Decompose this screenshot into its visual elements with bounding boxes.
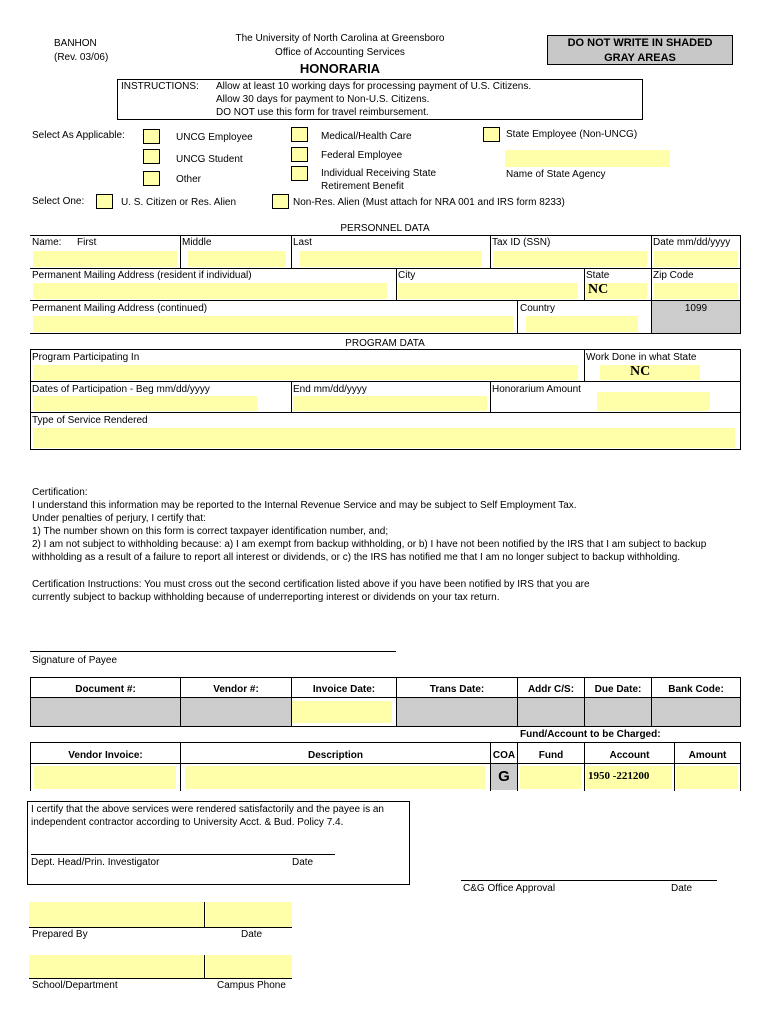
- non-res-alien-label: Non-Res. Alien (Must attach for NRA 001 and IRS form 8233): [293, 197, 565, 208]
- name-label: Name:: [32, 237, 62, 248]
- middle-name-input[interactable]: [188, 251, 286, 267]
- address2-label: Permanent Mailing Address (continued): [32, 303, 208, 314]
- state-label: State: [586, 270, 610, 281]
- honorarium-amount-label: Honorarium Amount: [492, 384, 581, 395]
- cg-approval-label: C&G Office Approval: [463, 883, 556, 894]
- vendor-invoice-input[interactable]: [34, 766, 176, 789]
- trans-date-header: Trans Date:: [429, 684, 485, 695]
- state-employee-label: State Employee (Non-UNCG): [506, 129, 638, 140]
- tax-id-input[interactable]: [493, 251, 647, 267]
- select-one-label: Select One:: [32, 196, 85, 207]
- work-state-value: NC: [630, 364, 651, 379]
- prepared-date-input[interactable]: [206, 902, 292, 927]
- coa-value: G: [498, 768, 510, 785]
- federal-employee-label: Federal Employee: [321, 150, 403, 161]
- certification-instruction-line: currently subject to backup withholding because of underreporting interest or dividends on your tax return.: [32, 592, 500, 603]
- middle-name-label: Middle: [182, 237, 212, 248]
- select-applicable-label: Select As Applicable:: [32, 130, 125, 141]
- fund-input[interactable]: [520, 766, 581, 789]
- program-participating-label: Program Participating In: [32, 352, 140, 363]
- instruction-line: Allow at least 10 working days for processing payment of U.S. Citizens.: [216, 81, 532, 92]
- school-department-label: School/Department: [32, 980, 118, 991]
- program-data-heading: PROGRAM DATA: [345, 338, 425, 349]
- other-checkbox[interactable]: [143, 171, 160, 186]
- work-state-label: Work Done in what State: [586, 352, 697, 363]
- city-label: City: [398, 270, 416, 281]
- campus-phone-input[interactable]: [206, 955, 292, 978]
- invoice-date-header: Invoice Date:: [312, 684, 376, 695]
- account-input[interactable]: [586, 766, 672, 789]
- campus-phone-label: Campus Phone: [217, 980, 286, 991]
- address-input[interactable]: [33, 283, 387, 299]
- instructions-label: INSTRUCTIONS:: [121, 81, 199, 92]
- state-agency-label: Name of State Agency: [506, 169, 606, 180]
- end-date-label: End mm/dd/yyyy: [293, 384, 367, 395]
- bank-code-cell: [652, 698, 740, 726]
- payee-signature-label: Signature of Payee: [32, 655, 118, 666]
- coa-header: COA: [492, 750, 516, 761]
- state-agency-input[interactable]: [505, 150, 670, 167]
- vendor-number-cell: [181, 698, 291, 726]
- vendor-invoice-header: Vendor Invoice:: [68, 750, 143, 761]
- address2-input[interactable]: [33, 316, 513, 332]
- uncg-student-checkbox[interactable]: [143, 149, 160, 164]
- instruction-line: Allow 30 days for payment to Non-U.S. Citizens.: [216, 94, 430, 105]
- us-citizen-label: U. S. Citizen or Res. Alien: [121, 197, 237, 208]
- coa-cell: [491, 764, 517, 790]
- first-name-label: First: [77, 237, 97, 248]
- last-name-input[interactable]: [300, 251, 482, 267]
- addr-cs-cell: [518, 698, 584, 726]
- fund-header: Fund: [538, 750, 564, 761]
- document-number-cell: [31, 698, 180, 726]
- page-title: HONORARIA: [299, 61, 381, 76]
- end-date-input[interactable]: [293, 396, 487, 411]
- dept-head-date-label: Date: [292, 857, 314, 868]
- office-name: Office of Accounting Services: [275, 47, 405, 58]
- amount-input[interactable]: [676, 766, 738, 789]
- certification-title: Certification:: [32, 487, 88, 498]
- medical-health-care-checkbox[interactable]: [291, 127, 308, 142]
- invoice-date-input[interactable]: [292, 701, 392, 723]
- other-label: Other: [176, 174, 202, 185]
- dates-beg-label: Dates of Participation - Beg mm/dd/yyyy: [32, 384, 210, 395]
- cg-approval-date-label: Date: [671, 883, 693, 894]
- vendor-number-header: Vendor #:: [213, 684, 259, 695]
- shaded-notice-line1: DO NOT WRITE IN SHADED: [567, 37, 713, 49]
- medical-health-care-label: Medical/Health Care: [321, 131, 412, 142]
- federal-employee-checkbox[interactable]: [291, 147, 308, 162]
- non-res-alien-checkbox[interactable]: [272, 194, 289, 209]
- description-header: Description: [307, 750, 363, 761]
- prepared-by-input[interactable]: [29, 902, 203, 927]
- amount-header: Amount: [688, 750, 727, 761]
- state-retirement-checkbox[interactable]: [291, 166, 308, 181]
- due-date-header: Due Date:: [594, 684, 642, 695]
- dept-head-signature-line[interactable]: [31, 854, 335, 855]
- uncg-employee-checkbox[interactable]: [143, 129, 160, 144]
- state-value: NC: [588, 282, 609, 297]
- prepared-date-label: Date: [241, 929, 263, 940]
- cg-approval-line[interactable]: [461, 880, 717, 881]
- certification-line: I understand this information may be reported to the Internal Revenue Service and may be subject to Self Employment Tax.: [32, 500, 577, 511]
- country-input[interactable]: [526, 316, 638, 332]
- certification-line: withholding as a result of a failure to report all interest or dividends, or c) the IRS has notified me that I am no longer subject to backup withholding.: [32, 552, 681, 563]
- shaded-notice-box: [547, 35, 733, 65]
- approval-statement-line2: independent contractor according to University Acct. & Bud. Policy 7.4.: [31, 817, 344, 828]
- date-label: Date mm/dd/yyyy: [653, 237, 731, 248]
- zip-input[interactable]: [654, 283, 738, 299]
- service-type-input[interactable]: [33, 428, 735, 448]
- state-retirement-label-line1: Individual Receiving State: [321, 168, 437, 179]
- certification-line: 1) The number shown on this form is correct taxpayer identification number, and;: [32, 526, 389, 537]
- form-1099-cell: [652, 301, 740, 333]
- form-code: BANHON: [54, 38, 97, 49]
- school-department-input[interactable]: [29, 955, 203, 978]
- certification-instruction-line: Certification Instructions: You must cross out the second certification listed above if you have been notified by IRS that you are: [32, 579, 590, 590]
- approval-statement-line1: I certify that the above services were rendered satisfactorily and the payee is an: [31, 804, 384, 815]
- zip-label: Zip Code: [653, 270, 694, 281]
- uncg-employee-label: UNCG Employee: [176, 132, 253, 143]
- shaded-notice-line2: GRAY AREAS: [604, 52, 676, 64]
- dept-head-label: Dept. Head/Prin. Investigator: [31, 857, 160, 868]
- approval-box: [27, 801, 410, 885]
- description-input[interactable]: [185, 766, 485, 789]
- tax-id-label: Tax ID (SSN): [492, 237, 551, 248]
- trans-date-cell: [397, 698, 517, 726]
- personnel-data-heading: PERSONNEL DATA: [340, 223, 430, 234]
- addr-cs-header: Addr C/S:: [527, 684, 575, 695]
- us-citizen-checkbox[interactable]: [96, 194, 113, 209]
- work-state-input[interactable]: [600, 365, 700, 380]
- program-participating-input[interactable]: [33, 365, 578, 380]
- document-number-header: Document #:: [75, 684, 136, 695]
- instructions-box: [117, 79, 643, 120]
- service-type-label: Type of Service Rendered: [32, 415, 148, 426]
- account-value: 1950 -221200: [588, 770, 650, 782]
- state-input[interactable]: [586, 283, 647, 299]
- certification-line: Under penalties of perjury, I certify that:: [32, 513, 206, 524]
- dates-beg-input[interactable]: [33, 396, 257, 411]
- instruction-line: DO NOT use this form for travel reimbursement.: [216, 107, 429, 118]
- form-1099-value: 1099: [684, 303, 708, 314]
- university-name: The University of North Carolina at Greensboro: [235, 33, 445, 44]
- address-label: Permanent Mailing Address (resident if individual): [32, 270, 252, 281]
- state-employee-checkbox[interactable]: [483, 127, 500, 142]
- bank-code-header: Bank Code:: [668, 684, 724, 695]
- uncg-student-label: UNCG Student: [176, 154, 243, 165]
- due-date-cell: [585, 698, 651, 726]
- city-input[interactable]: [398, 283, 578, 299]
- state-retirement-label-line2: Retirement Benefit: [321, 181, 404, 192]
- certification-line: 2) I am not subject to withholding because: a) I am exempt from backup withholding, or b) I have not been notified by the IRS that I am subject to backup: [32, 539, 707, 550]
- account-header: Account: [609, 750, 650, 761]
- first-name-input[interactable]: [33, 251, 177, 267]
- form-revision: (Rev. 03/06): [54, 52, 109, 63]
- honorarium-amount-input[interactable]: [597, 392, 710, 411]
- country-label: Country: [520, 303, 556, 314]
- prepared-by-label: Prepared By: [32, 929, 88, 940]
- last-name-label: Last: [293, 237, 312, 248]
- fund-account-caption: Fund/Account to be Charged:: [520, 729, 661, 740]
- date-input[interactable]: [654, 251, 738, 267]
- payee-signature-line[interactable]: [30, 651, 396, 652]
